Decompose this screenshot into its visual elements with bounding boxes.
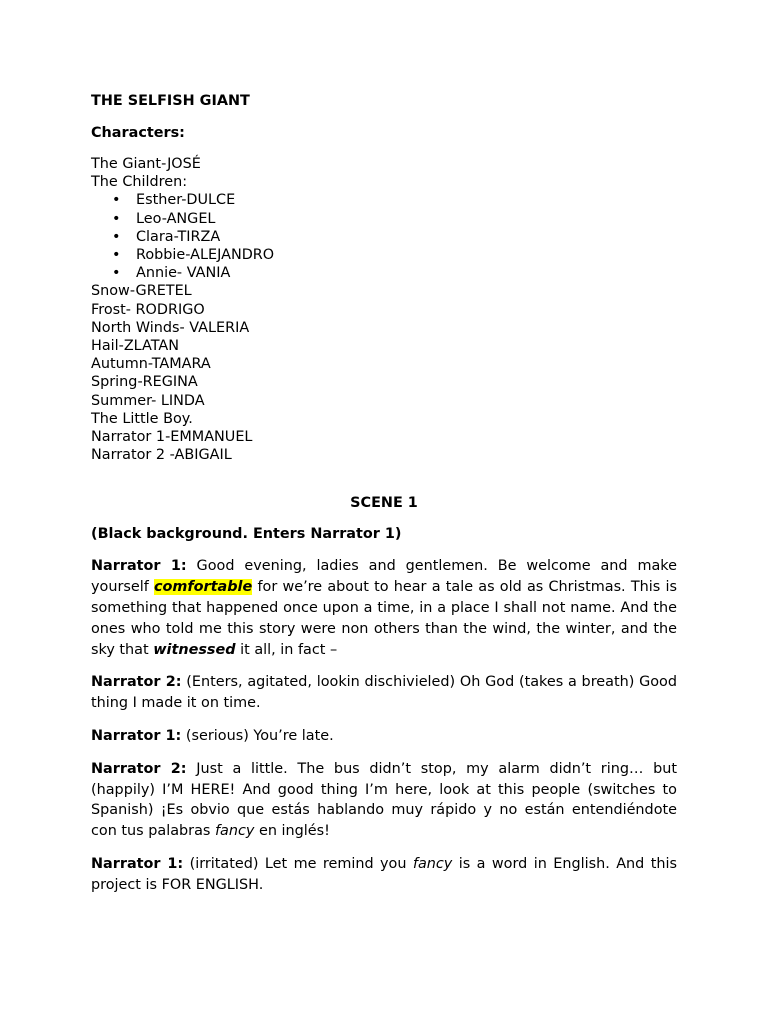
children-list xyxy=(91,191,677,282)
speaker-label: Narrator 1: xyxy=(91,558,187,575)
cast-line: North Winds- VALERIA xyxy=(91,319,250,336)
dialogue-text: en inglés! xyxy=(254,823,330,840)
dialogue-paragraph xyxy=(91,759,677,842)
stage-direction: (Black background. Enters Narrator 1) xyxy=(91,526,402,543)
bullet-icon: • xyxy=(112,228,121,245)
child-role: Annie- VANIA xyxy=(136,265,231,282)
children-list-item xyxy=(91,246,677,264)
dialogue-paragraph xyxy=(91,854,677,896)
cast-line: Summer- LINDA xyxy=(91,392,205,409)
cast-line: Narrator 2 -ABIGAIL xyxy=(91,447,232,464)
cast-line: The Little Boy. xyxy=(91,410,193,427)
dialogue-text: (irritated) Let me remind you xyxy=(183,856,413,873)
document-body xyxy=(91,92,677,896)
child-role: Esther-DULCE xyxy=(136,192,236,209)
dialogue-paragraph xyxy=(91,726,677,747)
dialogue-text: for we’re about to hear a tale as old as Christmas. This is something that happened once upon a time, in a place I shall not name. And the ones who told me this story were non others than the wind, the winter, and the sky that xyxy=(91,579,677,658)
dialogue-text: (serious) You’re late. xyxy=(181,728,334,745)
speaker-label: Narrator 2: xyxy=(91,760,187,777)
children-list-item xyxy=(91,210,677,228)
speaker-label: Narrator 1: xyxy=(91,856,184,873)
cast-line: Autumn-TAMARA xyxy=(91,356,211,373)
child-role: Leo-ANGEL xyxy=(136,210,216,227)
cast-line: Snow-GRETEL xyxy=(91,283,192,300)
cast-line-giant: The Giant-JOSÉ xyxy=(91,156,201,172)
italic-word: fancy xyxy=(214,823,255,840)
dialogue-paragraph xyxy=(91,672,677,714)
dialogue-text: is a word in English. And this project is FOR ENGLISH. xyxy=(91,856,677,893)
children-list-item xyxy=(91,264,677,282)
children-list-item xyxy=(91,228,677,246)
bullet-icon: • xyxy=(112,192,121,209)
cast-list xyxy=(91,155,677,464)
child-role: Robbie-ALEJANDRO xyxy=(136,247,275,264)
dialogue-paragraph xyxy=(91,556,677,660)
italic-word: fancy xyxy=(412,856,453,873)
bullet-icon: • xyxy=(112,265,121,282)
highlighted-word: comfortable xyxy=(154,579,253,596)
bullet-icon: • xyxy=(112,210,121,227)
cast-line: Hail-ZLATAN xyxy=(91,338,180,355)
dialogue-text: (Enters, agitated, lookin dischivieled) Oh God (takes a breath) Good thing I made it on time. xyxy=(91,674,677,712)
child-role: Clara-TIRZA xyxy=(136,228,221,245)
document-title: THE SELFISH GIANT xyxy=(91,93,250,109)
speaker-label: Narrator 1: xyxy=(91,728,182,745)
characters-heading: Characters: xyxy=(91,125,185,141)
cast-line-children-heading: The Children: xyxy=(91,174,188,191)
bullet-icon: • xyxy=(112,247,121,264)
scene-heading: SCENE 1 xyxy=(350,495,418,512)
speaker-label: Narrator 2: xyxy=(91,674,182,691)
cast-line: Frost- RODRIGO xyxy=(91,301,205,318)
emphasized-word: witnessed xyxy=(153,641,236,658)
children-list-item xyxy=(91,191,677,209)
cast-line: Narrator 1-EMMANUEL xyxy=(91,429,253,446)
dialogue-text: it all, in fact – xyxy=(235,641,338,658)
dialogue-text: Good evening, ladies and gentlemen. Be welcome and make yourself xyxy=(91,558,677,596)
cast-line: Spring-REGINA xyxy=(91,374,198,391)
dialogue-text: Just a little. The bus didn’t stop, my alarm didn’t ring… but (happily) I’M HERE! And good thing I’m here, look at this people (switches to Spanish) ¡Es obvio que estás hablando muy rápido y no están entendiéndote con tus palabras xyxy=(91,760,677,840)
